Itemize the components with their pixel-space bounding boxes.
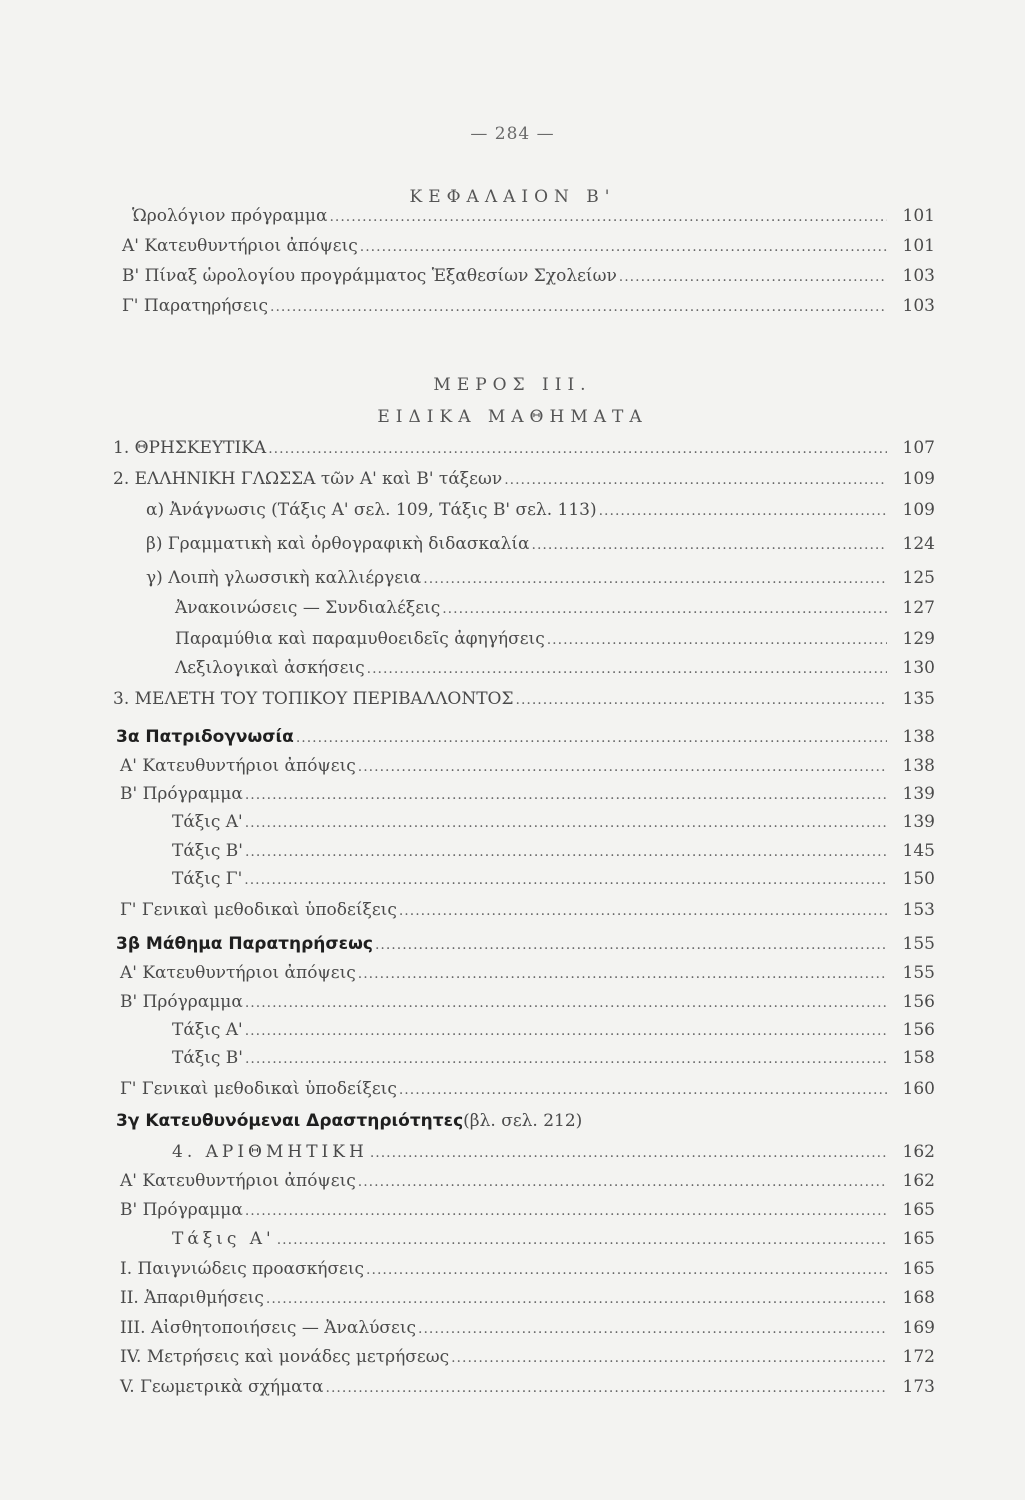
dot-leader <box>266 1291 887 1307</box>
toc-entry-page: 125 <box>902 568 935 588</box>
dot-leader <box>451 1350 887 1366</box>
toc-entry[interactable] <box>146 568 935 592</box>
toc-entry-title: V. Γεωμετρικὰ σχήματα <box>120 1377 324 1397</box>
dot-leader <box>245 1051 887 1067</box>
toc-entry[interactable] <box>113 438 935 462</box>
toc-entry-title: 1. ΘΡΗΣΚΕΥΤΙΚΑ <box>113 438 267 458</box>
dot-leader <box>547 632 887 648</box>
toc-entry[interactable] <box>120 1171 935 1195</box>
toc-entry-title: Τάξις Γ' <box>172 869 243 889</box>
toc-entry-page: 109 <box>902 469 935 489</box>
toc-entry[interactable] <box>120 1079 935 1103</box>
toc-entry[interactable] <box>120 1318 935 1342</box>
toc-entry[interactable] <box>120 1288 935 1312</box>
chapter-heading: ΚΕΦΑΛΑΙΟΝ Β' <box>409 187 616 207</box>
toc-entry-title: ΙV. Μετρήσεις καὶ μονάδες μετρήσεως <box>120 1347 450 1367</box>
toc-entry-title: Γ' Παρατηρήσεις <box>122 296 269 316</box>
toc-entry-title: Β' Πίναξ ὡρολογίου προγράμματος Ἑξαθεσίων Σχολείων <box>122 266 617 286</box>
toc-entry[interactable] <box>172 1020 935 1044</box>
part-heading: ΜΕΡΟΣ ΙΙΙ. <box>433 375 592 395</box>
dot-leader <box>326 1380 887 1396</box>
toc-entry-title: Γ' Γενικαὶ μεθοδικαὶ ὑποδείξεις <box>120 1079 397 1099</box>
dot-leader <box>423 571 887 587</box>
toc-entry[interactable] <box>120 1377 935 1401</box>
toc-entry[interactable] <box>116 934 935 958</box>
toc-entry-page: 103 <box>902 296 935 316</box>
toc-entry-page: 169 <box>902 1318 935 1338</box>
toc-entry-page: 155 <box>902 963 935 983</box>
dot-leader <box>399 903 887 919</box>
dot-leader <box>358 759 887 775</box>
toc-entry[interactable] <box>120 784 935 808</box>
dot-leader <box>245 815 887 831</box>
toc-entry-page: 124 <box>902 534 935 554</box>
toc-entry[interactable] <box>172 812 935 836</box>
toc-entry[interactable] <box>146 534 935 558</box>
toc-entry-title: 2. ΕΛΛΗΝΙΚΗ ΓΛΩΣΣΑ τῶν Α' καὶ Β' τάξεων <box>113 469 503 489</box>
dot-leader <box>270 299 887 315</box>
toc-entry-title: Α' Κατευθυντήριοι ἀπόψεις <box>120 1171 356 1191</box>
toc-entry-title: Τάξις Β' <box>172 841 243 861</box>
toc-entry[interactable] <box>120 900 935 924</box>
toc-entry-title: Β' Πρόγραμμα <box>120 784 243 804</box>
toc-entry-page: 162 <box>902 1171 935 1191</box>
toc-entry-reference: (βλ. σελ. 212) <box>463 1111 583 1131</box>
toc-entry-title: α) Ἀνάγνωσις (Τάξις Α' σελ. 109, Τάξις Β' σελ. 113) <box>146 500 597 520</box>
toc-entry[interactable] <box>175 658 935 682</box>
toc-entry-page: 155 <box>902 934 935 954</box>
toc-entry[interactable] <box>113 689 935 713</box>
dot-leader <box>277 1232 887 1248</box>
dot-leader <box>370 1145 887 1161</box>
toc-entry-page: 135 <box>902 689 935 709</box>
toc-entry-page: 165 <box>902 1200 935 1220</box>
toc-entry-page: 158 <box>902 1048 935 1068</box>
toc-entry[interactable] <box>120 1259 935 1283</box>
toc-entry[interactable] <box>122 236 935 260</box>
dot-leader <box>296 730 887 746</box>
toc-entry[interactable] <box>116 1111 935 1135</box>
toc-entry-title: 4. ΑΡΙΘΜΗΤΙΚΗ <box>172 1142 368 1162</box>
toc-entry[interactable] <box>175 598 935 622</box>
toc-entry-page: 165 <box>902 1259 935 1279</box>
toc-entry-page: 127 <box>902 598 935 618</box>
dot-leader <box>375 937 887 953</box>
dot-leader <box>245 1203 887 1219</box>
toc-entry-page: 156 <box>902 992 935 1012</box>
dot-leader <box>358 966 887 982</box>
toc-entry[interactable] <box>120 992 935 1016</box>
toc-entry-page: 139 <box>902 812 935 832</box>
toc-entry[interactable] <box>120 1200 935 1224</box>
toc-entry-title: Β' Πρόγραμμα <box>120 992 243 1012</box>
toc-entry-title: Ὡρολόγιον πρόγραμμα <box>132 206 328 226</box>
dot-leader <box>399 1082 887 1098</box>
toc-entry-title: Τάξις Β' <box>172 1048 243 1068</box>
toc-entry-title: Λεξιλογικαὶ ἀσκήσεις <box>175 658 365 678</box>
toc-entry-title: Τάξις Α' <box>172 1229 275 1249</box>
toc-entry-title: Α' Κατευθυντήριοι ἀπόψεις <box>120 963 356 983</box>
toc-entry-title: Ἀνακοινώσεις — Συνδιαλέξεις <box>175 598 441 618</box>
toc-entry-page: 138 <box>902 727 935 747</box>
dot-leader <box>329 209 887 225</box>
toc-entry-title: 3α Πατριδογνωσία <box>116 727 294 747</box>
toc-entry-page: 173 <box>902 1377 935 1397</box>
dot-leader <box>599 503 887 519</box>
dot-leader <box>366 1262 887 1278</box>
toc-entry-title: Τάξις Α' <box>172 1020 243 1040</box>
toc-entry-page: 109 <box>902 500 935 520</box>
dot-leader <box>245 995 887 1011</box>
dot-leader <box>358 1174 887 1190</box>
toc-entry-page: 139 <box>902 784 935 804</box>
toc-entry[interactable] <box>172 1048 935 1072</box>
dot-leader <box>244 872 887 888</box>
toc-entry-title: Ι. Παιγνιώδεις προασκήσεις <box>120 1259 365 1279</box>
toc-entry[interactable] <box>172 869 935 893</box>
toc-entry-title: Α' Κατευθυντήριοι ἀπόψεις <box>122 236 358 256</box>
dot-leader <box>268 441 887 457</box>
toc-entry-page: 156 <box>902 1020 935 1040</box>
dot-leader <box>532 537 887 553</box>
toc-entry[interactable] <box>120 756 935 780</box>
toc-entry-title: Β' Πρόγραμμα <box>120 1200 243 1220</box>
toc-entry-page: 162 <box>902 1142 935 1162</box>
toc-entry[interactable] <box>116 727 935 751</box>
toc-entry-page: 103 <box>902 266 935 286</box>
toc-entry[interactable] <box>122 266 935 290</box>
toc-entry-page: 101 <box>902 206 935 226</box>
dot-leader <box>367 661 887 677</box>
toc-entry-page: 165 <box>902 1229 935 1249</box>
toc-entry-page: 150 <box>902 869 935 889</box>
dot-leader <box>245 844 887 860</box>
dot-leader <box>516 692 888 708</box>
toc-entry-title: Γ' Γενικαὶ μεθοδικαὶ ὑποδείξεις <box>120 900 397 920</box>
toc-entry[interactable] <box>132 206 935 230</box>
toc-entry[interactable] <box>172 1229 935 1253</box>
toc-entry-page: 138 <box>902 756 935 776</box>
dot-leader <box>442 601 887 617</box>
toc-entry-title: ΙΙ. Ἀπαριθμήσεις <box>120 1288 264 1308</box>
dot-leader <box>418 1321 887 1337</box>
toc-entry-page: 172 <box>902 1347 935 1367</box>
toc-entry[interactable] <box>120 1347 935 1371</box>
toc-entry[interactable] <box>120 963 935 987</box>
dot-leader <box>504 472 887 488</box>
part-subheading: ΕΙΔΙΚΑ ΜΑΘΗΜΑΤΑ <box>377 407 648 427</box>
toc-entry[interactable] <box>172 841 935 865</box>
toc-entry-title: 3β Μάθημα Παρατηρήσεως <box>116 934 373 954</box>
dot-leader <box>245 1023 887 1039</box>
toc-entry-title: ΙΙΙ. Αἰσθητοποιήσεις — Ἀναλύσεις <box>120 1318 417 1338</box>
toc-entry[interactable] <box>172 1142 935 1166</box>
dot-leader <box>245 787 887 803</box>
toc-entry-title: Α' Κατευθυντήριοι ἀπόψεις <box>120 756 356 776</box>
toc-entry-page: 168 <box>902 1288 935 1308</box>
toc-entry-title: β) Γραμματικὴ καὶ ὀρθογραφικὴ διδασκαλία <box>146 534 530 554</box>
toc-entry-page: 145 <box>902 841 935 861</box>
toc-entry-title: 3. ΜΕΛΕΤΗ ΤΟΥ ΤΟΠΙΚΟΥ ΠΕΡΙΒΑΛΛΟΝΤΟΣ <box>113 689 514 709</box>
toc-entry-page: 129 <box>902 629 935 649</box>
toc-entry-page: 107 <box>902 438 935 458</box>
toc-entry-page: 101 <box>902 236 935 256</box>
toc-entry[interactable] <box>146 500 935 524</box>
toc-entry[interactable] <box>175 629 935 653</box>
page-number: — 284 — <box>470 124 555 144</box>
toc-entry[interactable] <box>113 469 935 493</box>
toc-entry-title: Παραμύθια καὶ παραμυθοειδεῖς ἀφηγήσεις <box>175 629 545 649</box>
dot-leader <box>360 239 887 255</box>
toc-entry-page: 130 <box>902 658 935 678</box>
toc-entry-page: 153 <box>902 900 935 920</box>
toc-entry-title: 3γ Κατευθυνόμεναι Δραστηριότητες <box>116 1111 464 1131</box>
toc-entry[interactable] <box>122 296 935 320</box>
toc-entry-title: γ) Λοιπὴ γλωσσικὴ καλλιέργεια <box>146 568 422 588</box>
dot-leader <box>619 269 887 285</box>
toc-entry-page: 160 <box>902 1079 935 1099</box>
toc-entry-title: Τάξις Α' <box>172 812 243 832</box>
